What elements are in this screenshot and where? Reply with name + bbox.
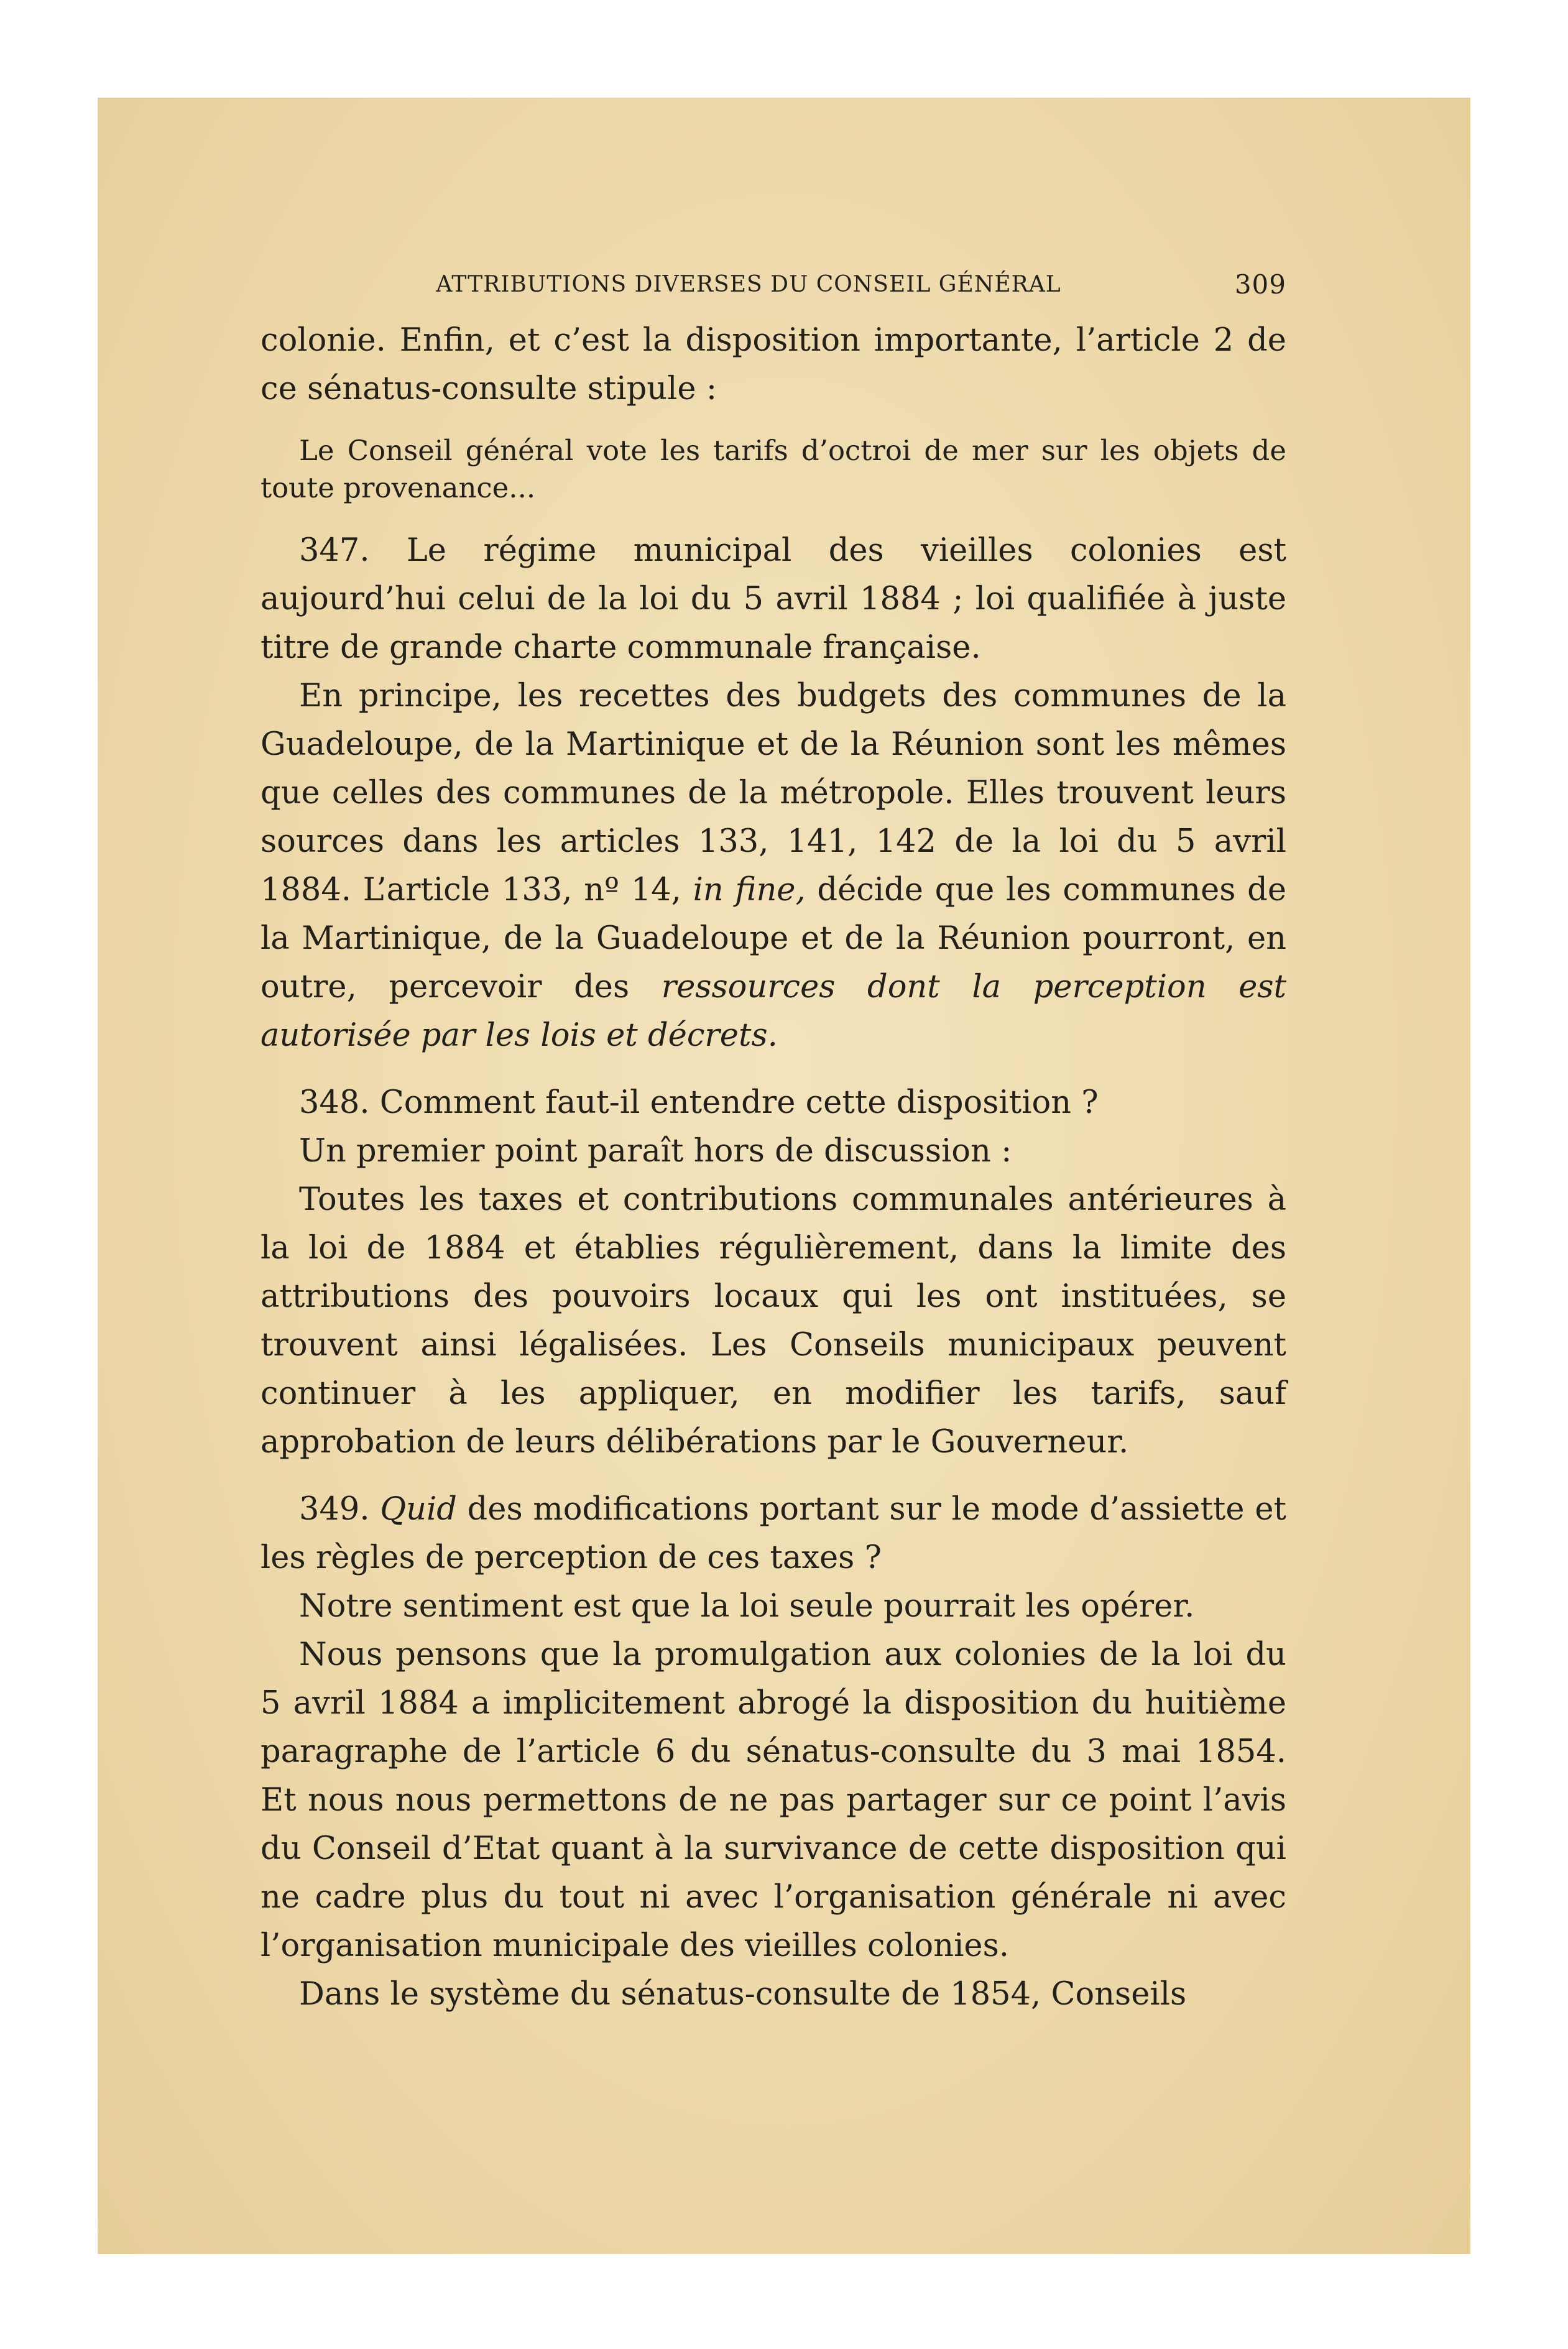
paragraph-premier-point: Un premier point paraît hors de discussion : — [299, 1133, 1012, 1170]
paragraph-principle — [261, 672, 1286, 1060]
text-block — [261, 253, 1286, 2019]
paragraph-349-number: 349. — [299, 1491, 380, 1528]
paragraph-taxes: Toutes les taxes et contributions communales antérieures à la loi de 1884 et établies régulièrement, dans la limite des attributions des pouvoirs locaux qui les ont instituées, se trouvent ainsi légalisées. Les Conseils municipaux peuvent continuer à les appliquer, en modifier les tarifs, sauf approbation de leurs délibérations par le Gouverneur. — [261, 1181, 1286, 1461]
paragraph-1: colonie. Enfin, et c’est la disposition importante, l’article 2 de ce sénatus-consulte stipule : — [261, 322, 1286, 407]
paragraph-349-text: des modifications portant sur le mode d’assiette et les règles de perception de ces taxes ? — [261, 1491, 1286, 1576]
page-number: 309 — [1234, 269, 1286, 300]
quotation: Le Conseil général vote les tarifs d’octroi de mer sur les objets de toute provenance... — [261, 434, 1286, 504]
paragraph-348: 348. Comment faut-il entendre cette disposition ? — [299, 1084, 1099, 1121]
paragraph-347: 347. Le régime municipal des vieilles colonies est aujourd’hui celui de la loi du 5 avril 1884 ; loi qualifiée à juste titre de grande charte communale française. — [261, 532, 1286, 666]
running-title: ATTRIBUTIONS DIVERSES DU CONSEIL GÉNÉRAL — [436, 272, 1061, 297]
italic-in-fine: in fine, — [693, 872, 806, 908]
book-page — [98, 98, 1470, 2254]
running-head — [261, 253, 1286, 303]
paragraph-sentiment: Notre sentiment est que la loi seule pourrait les opérer. — [299, 1588, 1195, 1625]
italic-quid: Quid — [380, 1491, 457, 1528]
paragraph-349 — [261, 1485, 1286, 1582]
paragraph-promulgation: Nous pensons que la promulgation aux colonies de la loi du 5 avril 1884 a implicitement abrogé la disposition du huitième paragraphe de l’article 6 du sénatus-consulte du 3 mai 1854. Et nous nous permettons de ne pas partager sur ce point l’avis du Conseil d’Etat quant à la survivance de cette disposition qui ne cadre plus du tout ni avec l’organisation générale ni avec l’organisation municipale des vieilles colonies. — [261, 1636, 1286, 1964]
italic-ressources: ressources dont la perception est autorisée par les lois et décrets. — [261, 969, 1286, 1054]
paragraph-principle-text-2: décide que les communes de la Martinique, de la Guadeloupe et de la Réunion pourront, en outre, percevoir des — [261, 872, 1287, 1005]
paragraph-principle-text-1: En principe, les recettes des budgets des communes de la Guadeloupe, de la Martinique et de la Réunion sont les mêmes que celles des communes de la métropole. Elles trouvent leurs sources dans les articles 133, 141, 142 de la loi du 5 avril 1884. L’article 133, nº 14, — [261, 678, 1286, 908]
paragraph-systeme: Dans le système du sénatus-consulte de 1854, Conseils — [299, 1976, 1187, 2013]
